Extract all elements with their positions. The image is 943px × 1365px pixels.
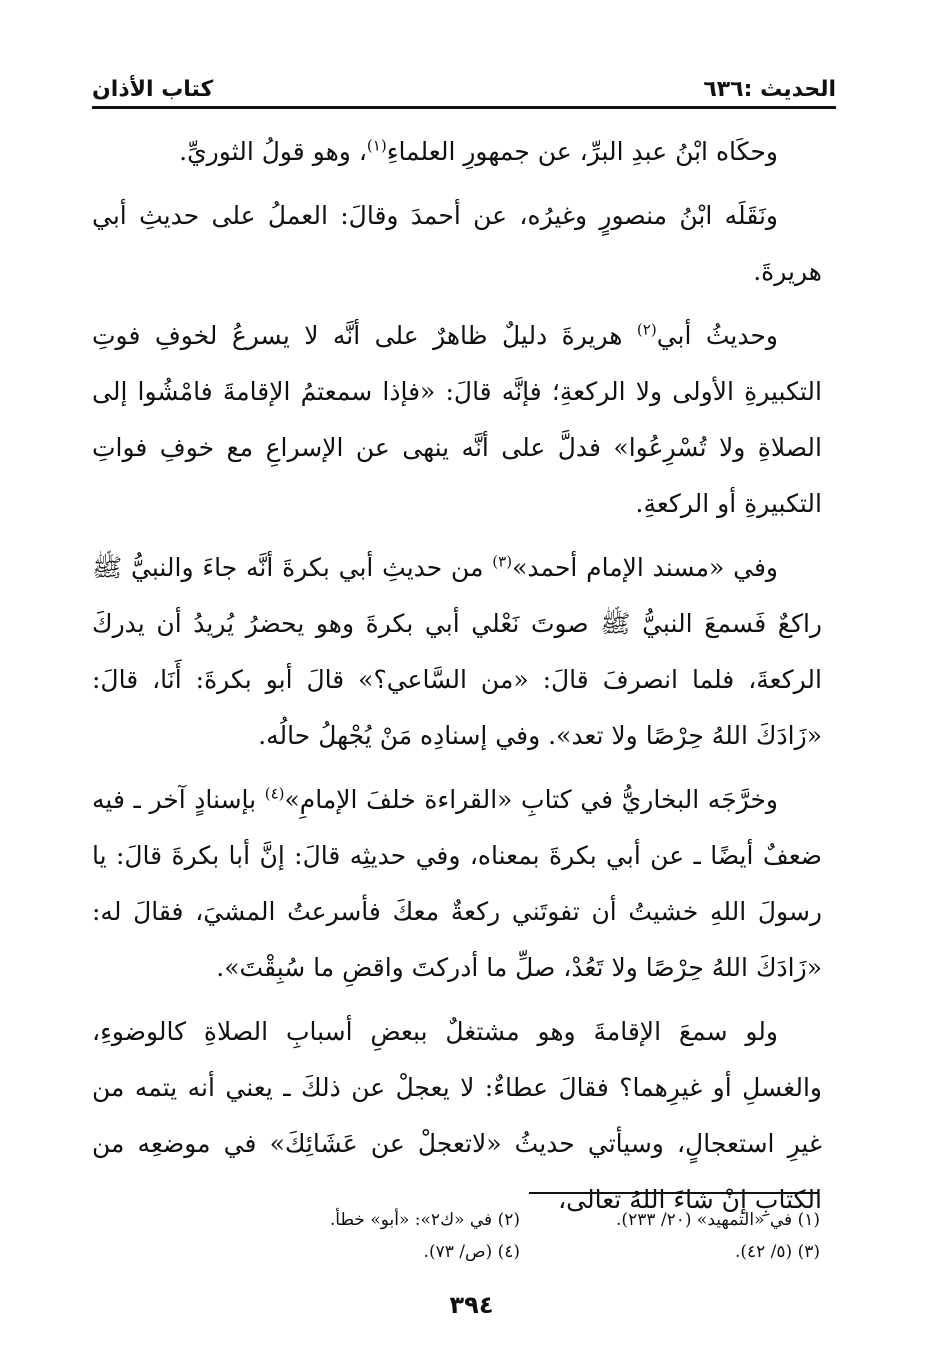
paragraph — [92, 1004, 822, 1228]
footnote-marker: (١) — [366, 136, 387, 155]
paragraph-text: هريرةَ دليلٌ ظاهرٌ على أنَّه لا يسرعُ لخوفِ فوتِ التكبيرةِ الأولى ولا الركعةِ؛ فإنَّه قالَ: «فإذا سمعتمُ الإقامةَ فامْشُوا إلى الصلاةِ ولا تُسْرِعُوا» فدلَّ على أنَّه ينهى عن الإسراعِ مع خوفِ فواتِ التكبيرةِ أو الركعةِ. — [92, 321, 822, 518]
footnote-4: (٤) (ص/ ٧٣). — [423, 1242, 520, 1262]
paragraph-text: وخرَّجَه البخاريُّ في كتابِ «القراءة خلفَ الإمامِ» — [284, 785, 778, 814]
footnote-marker: (٣) — [492, 552, 513, 571]
footnote-2: (٢) في «ك٢»: «أبو» خطأ. — [329, 1210, 520, 1230]
paragraph-text: بإسنادٍ آخر ـ فيه ضعفٌ أيضًا ـ عن أبي بكرةَ بمعناه، وفي حديثِه قالَ: إنَّ أبا بكرةَ قالَ: يا رسولَ اللهِ خشيتُ أن تفوتَني ركعةٌ معكَ فأسرعتُ المشيَ، فقالَ له: «زَادَكَ اللهُ حِرْصًا ولا تَعُدْ، صلِّ ما أدركتَ واقضِ ما سُبِقْتَ». — [92, 785, 822, 982]
header-divider — [92, 106, 836, 109]
footnotes — [220, 1204, 820, 1268]
paragraph — [92, 772, 822, 996]
footnote-3: (٣) (٥/ ٤٢). — [734, 1242, 820, 1262]
book-title: كتاب الأذان — [92, 77, 214, 102]
paragraph-text: ، وهو قولُ الثوريِّ. — [179, 137, 367, 166]
paragraph-text: وحديثُ أبي — [656, 321, 779, 350]
footnote-row — [220, 1204, 820, 1236]
main-text — [92, 124, 822, 1236]
paragraph — [92, 188, 822, 300]
footnote-marker: (٢) — [636, 320, 657, 339]
footnote-marker: (٤) — [264, 784, 285, 803]
paragraph-text: ولو سمعَ الإقامةَ وهو مشتغلٌ ببعضِ أسبابِ الصلاةِ كالوضوءِ، والغسلِ أو غيرِهما؟ فقالَ عطاءٌ: لا يعجلْ عن ذلكَ ـ يعني أنه يتمه من غيرِ استعجالٍ، وسيأتي حديثُ «لاتعجلْ عن عَشَائِكَ» في موضعِه من الكتابِ إنْ شاءَ اللهُ تعالى، — [92, 1017, 822, 1214]
footnote-1: (١) في «التمهيد» (٢٠/ ٢٣٣). — [616, 1210, 820, 1230]
hadith-number-label: الحديث :٦٣٦ — [703, 77, 836, 102]
paragraph — [92, 540, 822, 764]
paragraph-text: من حديثِ أبي بكرةَ أنَّه جاءَ والنبيُّ ﷺ راكعٌ فَسمعَ النبيُّ ﷺ صوتَ نَعْلي أبي بكرةَ وهو يحضرُ يُريدُ أن يدركَ الركعةَ، فلما انصرفَ قالَ: «من السَّاعي؟» قالَ أبو بكرةَ: أَنَا، قالَ: «زَادَكَ اللهُ حِرْصًا ولا تعد». وفي إسنادِه مَنْ يُجْهلُ حالُه. — [92, 553, 822, 750]
paragraph — [92, 124, 822, 180]
paragraph — [92, 308, 822, 532]
page-number: ٣٩٤ — [449, 1291, 494, 1319]
footnote-row — [220, 1236, 820, 1268]
paragraph-text: ونَقَلَه ابْنُ منصورٍ وغيرُه، عن أحمدَ وقالَ: العملُ على حديثِ أبي هريرةَ. — [92, 201, 822, 286]
running-header — [92, 70, 836, 110]
footnote-divider — [529, 1192, 819, 1194]
paragraph-text: وفي «مسند الإمام أحمد» — [512, 553, 778, 582]
paragraph-text: وحكَاه ابْنُ عبدِ البرِّ، عن جمهورِ العلماءِ — [386, 137, 778, 166]
